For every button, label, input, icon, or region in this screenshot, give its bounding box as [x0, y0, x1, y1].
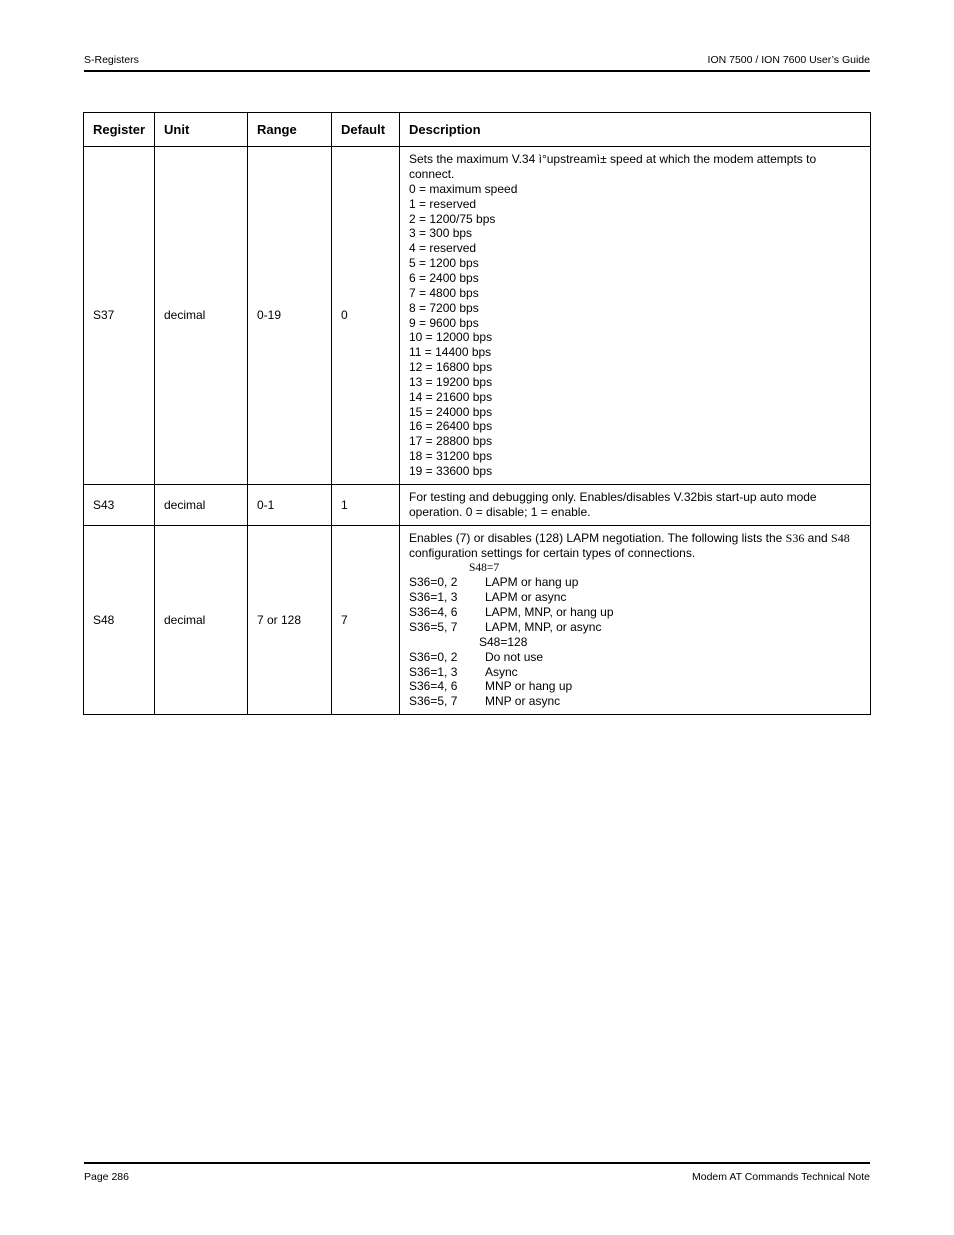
list-item: 13 = 19200 bps [409, 374, 493, 389]
column-header-unit: Unit [155, 113, 248, 147]
setting-value: LAPM or hang up [485, 575, 579, 590]
description-intro: Sets the maximum V.34 ì°upstreamì± speed at which the modem attempts to connect. [409, 152, 817, 182]
list-item: 3 = 300 bps [409, 226, 473, 241]
list-item: 10 = 12000 bps [409, 330, 493, 345]
list-item: 0 = maximum speed [409, 181, 518, 196]
list-item: 16 = 26400 bps [409, 419, 493, 434]
list-item [409, 575, 861, 590]
footer-document-title: Modem AT Commands Technical Note [692, 1171, 870, 1183]
list-item [409, 665, 861, 680]
column-header-default: Default [332, 113, 400, 147]
cell-unit: decimal [155, 147, 248, 485]
list-item: 14 = 21600 bps [409, 389, 493, 404]
list-item: 19 = 33600 bps [409, 463, 493, 478]
setting-key: S36=1, 3 [409, 590, 458, 605]
cell-default: 1 [332, 485, 400, 526]
list-item [409, 650, 861, 665]
header-section-title: S-Registers [84, 54, 139, 66]
list-item: 6 = 2400 bps [409, 270, 479, 285]
header-document-title: ION 7500 / ION 7600 User’s Guide [707, 54, 870, 66]
list-item [409, 694, 861, 709]
setting-value: MNP or async [485, 694, 561, 709]
table-row-s37 [84, 147, 871, 485]
cell-range: 7 or 128 [248, 526, 332, 715]
column-header-register: Register [84, 113, 155, 147]
register-reference: S48 [831, 530, 850, 545]
s-register-table [83, 112, 871, 715]
intro-text: configuration settings for certain types of connections. [409, 545, 696, 560]
setting-key: S36=4, 6 [409, 679, 458, 694]
description-intro: For testing and debugging only. Enables/disables V.32bis start-up auto mode operation. 0 = disable; 1 = enable. [409, 490, 817, 519]
cell-register: S43 [84, 485, 155, 526]
register-reference: S36 [785, 530, 805, 545]
list-item: 18 = 31200 bps [409, 449, 493, 464]
speed-list [409, 182, 861, 479]
list-item [409, 590, 861, 605]
list-item: 9 = 9600 bps [409, 315, 479, 330]
cell-description [400, 485, 871, 526]
list-item: 5 = 1200 bps [409, 256, 479, 271]
page-footer [84, 1162, 870, 1184]
cell-range: 0-19 [248, 147, 332, 485]
list-item: 11 = 14400 bps [409, 345, 492, 360]
page-number: Page 286 [84, 1171, 129, 1183]
setting-key: S36=5, 7 [409, 620, 458, 634]
setting-key: S36=0, 2 [409, 649, 458, 664]
cell-default: 0 [332, 147, 400, 485]
list-item: 17 = 28800 bps [409, 434, 493, 449]
cell-description [400, 147, 871, 485]
list-item: 1 = reserved [409, 196, 477, 211]
cell-unit: decimal [155, 485, 248, 526]
list-item: 4 = reserved [409, 241, 477, 256]
table-row-s48 [84, 526, 871, 715]
cell-register: S48 [84, 526, 155, 715]
setting-value: Do not use [485, 649, 544, 664]
description-intro [409, 531, 861, 561]
table-row-s43 [84, 485, 871, 526]
setting-key: S36=5, 7 [409, 694, 458, 709]
cell-unit: decimal [155, 526, 248, 715]
intro-text: Enables (7) or disables (128) LAPM negotiation. The following lists the [409, 530, 786, 545]
setting-key: S36=1, 3 [409, 664, 458, 679]
cell-default: 7 [332, 526, 400, 715]
setting-value: LAPM or async [485, 590, 567, 605]
cell-range: 0-1 [248, 485, 332, 526]
page-header [84, 52, 870, 72]
setting-key: S36=0, 2 [409, 575, 458, 590]
setting-value: LAPM, MNP, or async [485, 620, 602, 634]
list-item: 2 = 1200/75 bps [409, 211, 496, 226]
setting-value: MNP or hang up [485, 679, 573, 694]
setting-value: LAPM, MNP, or hang up [485, 605, 614, 620]
table-header-row [84, 113, 871, 147]
setting-key: S36=4, 6 [409, 605, 458, 620]
list-item [409, 605, 861, 620]
setting-value: Async [485, 664, 518, 679]
list-item: 8 = 7200 bps [409, 300, 479, 315]
cell-register: S37 [84, 147, 155, 485]
list-item: 7 = 4800 bps [409, 285, 479, 300]
cell-description [400, 526, 871, 715]
settings-group-title: S48=7 [469, 561, 500, 574]
column-header-range: Range [248, 113, 332, 147]
column-header-description: Description [400, 113, 871, 147]
intro-text: and [804, 530, 832, 545]
list-item: 12 = 16800 bps [409, 360, 493, 375]
list-item [409, 679, 861, 694]
settings-group-title: S48=128 [479, 634, 528, 649]
list-item [409, 620, 861, 635]
list-item: 15 = 24000 bps [409, 404, 493, 419]
